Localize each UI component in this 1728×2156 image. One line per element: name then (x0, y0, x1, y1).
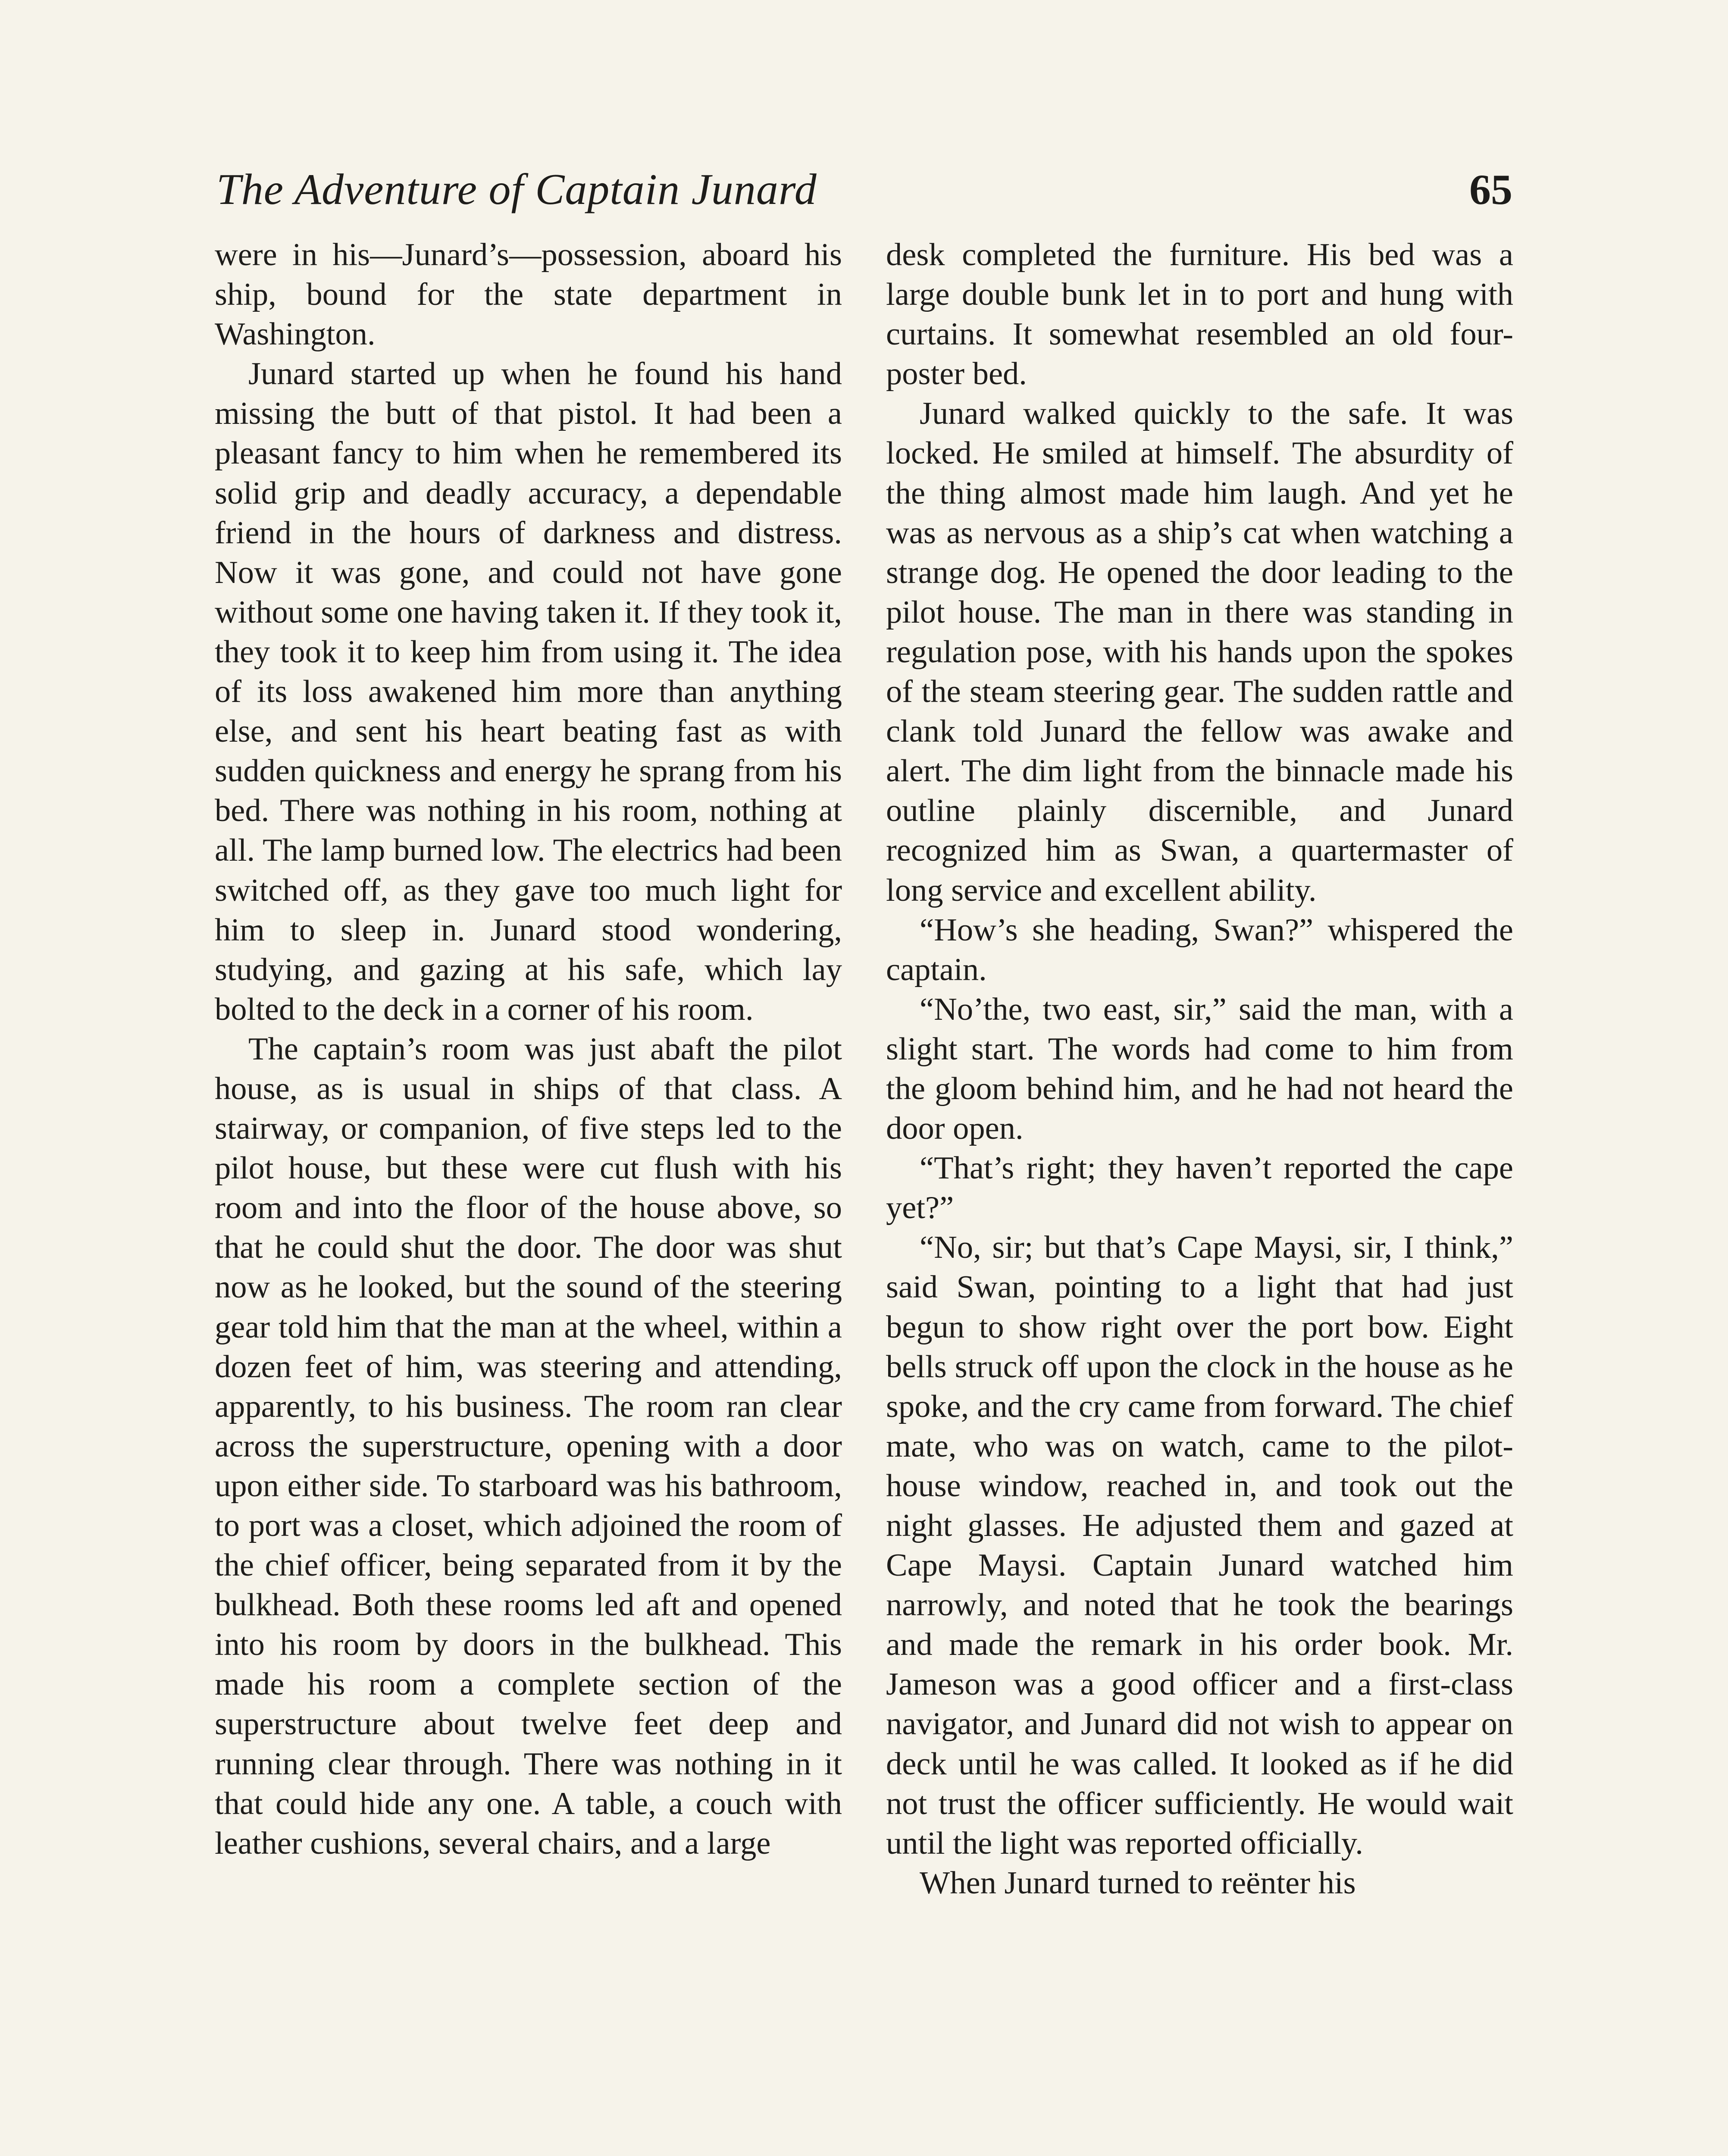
paragraph: Junard walked quickly to the safe. It was locked. He smiled at himself. The absurdity of the thing almost made him laugh. And yet he was as nervous as a ship’s cat when watching a strange dog. He opened the door leading to the pilot house. The man in there was standing in regulation pose, with his hands upon the spokes of the steam steering gear. The sudden rattle and clank told Junard the fellow was awake and alert. The dim light from the binnacle made his outline plainly discernible, and Junard recognized him as Swan, a quartermaster of long service and excellent ability. (886, 396, 1513, 908)
paragraph: “No, sir; but that’s Cape Maysi, sir, I think,” said Swan, pointing to a light that had just begun to show right over the port bow. Eight bells struck off upon the clock in the house as he spoke, and the cry came from forward. The chief mate, who was on watch, came to the pilot-house window, reached in, and took out the night glasses. He adjusted them and gazed at Cape Maysi. Captain Junard watched him narrowly, and noted that he took the bearings and made the remark in his order book. Mr. Jameson was a good officer and a first-class navigator, and Junard did not wish to appear on deck until he was called. It looked as if he did not trust the officer sufficiently. He would wait until the light was reported officially. (886, 1230, 1513, 1861)
paragraph: desk completed the furniture. His bed was a large double bunk let in to port and hung with curtains. It somewhat resembled an old four-poster bed. (886, 237, 1513, 392)
paragraph: were in his—Junard’s—possession, aboard his ship, bound for the state department in Washington. (215, 237, 842, 352)
paragraph: When Junard turned to reënter his (920, 1865, 1356, 1901)
page-number: 65 (1469, 166, 1512, 213)
paragraph: “How’s she heading, Swan?” whispered the captain. (886, 912, 1513, 987)
paragraph: Junard started up when he found his hand missing the butt of that pistol. It had been a pleasant fancy to him when he remembered its solid grip and deadly accuracy, a dependable friend in the hours of darkness and distress. Now it was gone, and could not have gone without some one having taken it. If they took it, they took it to keep him from using it. The idea of its loss awakened him more than anything else, and sent his heart beating fast as with sudden quickness and energy he sprang from his bed. There was nothing in his room, nothing at all. The lamp burned low. The electrics had been switched off, as they gave too much light for him to sleep in. Junard stood wondering, studying, and gazing at his safe, which lay bolted to the deck in a corner of his room. (215, 356, 842, 1027)
paragraph: The captain’s room was just abaft the pilot house, as is usual in ships of that class. A stairway, or companion, of five steps led to the pilot house, but these were cut flush with his room and into the floor of the house above, so that he could shut the door. The door was shut now as he looked, but the sound of the steering gear told him that the man at the wheel, within a dozen feet of him, was steering and attending, apparently, to his business. The room ran clear across the superstructure, opening with a door upon either side. To starboard was his bathroom, to port was a closet, which adjoined the room of the chief officer, being separated from it by the bulkhead. Both these rooms led aft and opened into his room by doors in the bulkhead. This made his room a complete section of the superstructure about twelve feet deep and running clear through. There was nothing in it that could hide any one. A table, a couch with leather cushions, several chairs, and a large (215, 1031, 842, 1861)
paragraph: “No’the, two east, sir,” said the man, with a slight start. The words had come to him from the gloom behind him, and he had not heard the door open. (886, 991, 1513, 1147)
paragraph: “That’s right; they haven’t reported the cape yet?” (886, 1150, 1513, 1226)
right-column (886, 235, 1513, 1903)
left-column (215, 235, 842, 1863)
page-header (216, 160, 1512, 229)
running-title: The Adventure of Captain Junard (216, 165, 817, 214)
